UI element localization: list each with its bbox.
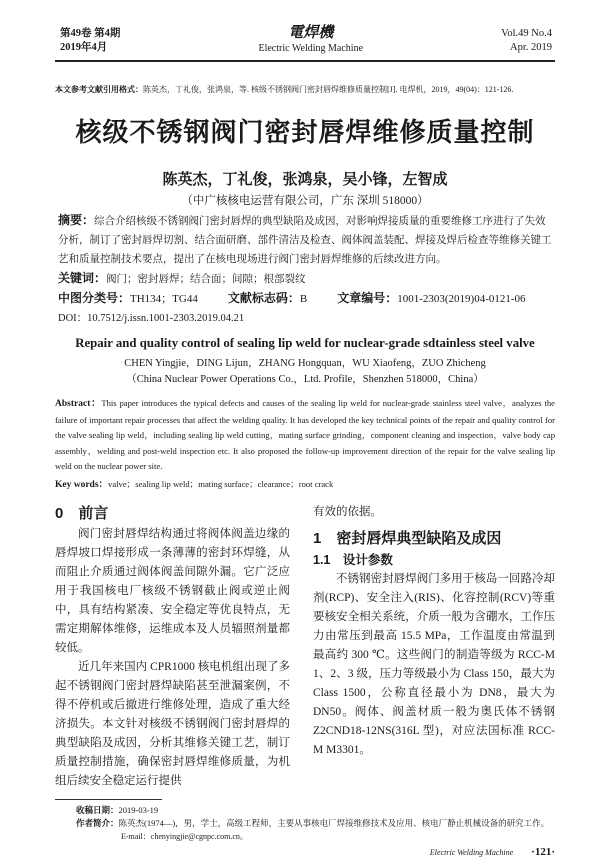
page-footer [55, 845, 555, 860]
keywords-cn-text: 阀门；密封唇焊；结合面；间隙；根部裂纹 [106, 274, 306, 285]
received-date: 2019-03-19 [118, 805, 159, 815]
issue-date: 2019年4月 [60, 42, 108, 53]
authors-cn: 陈英杰，丁礼俊，张鸿泉，吴小锋，左智成 [162, 171, 448, 188]
title-cn: 核级不锈钢阀门密封唇焊维修质量控制 [75, 117, 535, 147]
journal-name-en: Electric Welding Machine [258, 43, 364, 54]
right-column [313, 503, 555, 791]
article-no-label: 文章编号： [337, 291, 398, 305]
paragraph: 阀门密封唇焊结构通过将阀体阀盖边缘的唇焊坡口焊接形成一条薄薄的密封环焊缝，从而阻止介质通过阀体阀盖间隙外漏。它广泛应用于我国核电厂核级不锈钢截止阀或逆止阀中，具有结构紧凑、安全稳定等优良特点，无需定期解体维修，运维成本及人员辐照剂量都较低。 [55, 528, 290, 654]
left-column [55, 503, 290, 791]
issue-info [60, 27, 120, 55]
citation-label: 本文参考文献引用格式： [55, 85, 143, 94]
keywords-cn-label: 关键词： [58, 271, 107, 285]
page-number: ·121· [531, 846, 555, 858]
keywords-en [55, 477, 555, 494]
citation [55, 84, 555, 96]
paragraph: 不锈钢密封唇焊阀门多用于核岛一回路冷却剂(RCP)、安全注入(RIS)、化容控制(RCV)等重要核安全相关系统，介质一般为含硼水，工作压力由常压到最高 15.5 MPa，工作温度由常温到最高约 300 ℃。这些阀门的制造等级为 RCC-M 1、2、3 级，压力等级最小为 Class 150，最大为 Class 1500，公称直径最小为 DN8，最大为 DN50。阀体、阀盖材质一般为奥氏体不锈钢 Z2CND18-12NS(316L 型)，对应法国标准 RCC-M M3301。 [313, 573, 555, 756]
keywords-en-label: Key words： [55, 479, 109, 490]
paragraph: 近几年来国内 CPR1000 核电机组出现了多起不锈钢阀门密封唇焊缺陷甚至泄漏案例，不得不停机或后撤进行维修处理，造成了重大经济损失。本文针对核级不锈钢阀门密封唇焊的典型缺陷及成因，分析其维修关键工艺，制订质量控制措施，确保密封唇焊维修质量，为机组后续安全稳定运行提供 [55, 661, 290, 787]
abstract-cn-label: 摘要： [58, 213, 95, 227]
keywords-cn [55, 269, 555, 289]
section-heading-1-1: 1.1 设计参数 [313, 553, 393, 567]
header-rule [55, 60, 555, 62]
bio-label: 作者简介： [76, 818, 119, 828]
received-label: 收稿日期： [76, 805, 119, 815]
section-heading-0: 0 前言 [55, 505, 109, 522]
body-columns [55, 503, 555, 791]
abstract-en [55, 396, 555, 475]
authors-en: CHEN Yingjie，DING Lijun，ZHANG Hongquan，WU Xiaofeng，ZUO Zhicheng [124, 358, 486, 369]
clc-label: 中图分类号： [58, 291, 131, 305]
journal-logo: 電焊機 [288, 25, 334, 41]
doi-label: DOI： [58, 313, 88, 324]
section-heading-1: 1 密封唇焊典型缺陷及成因 [313, 530, 502, 547]
volume-issue: 第49卷 第4期 [60, 28, 121, 39]
journal-masthead [258, 24, 363, 55]
classification [55, 289, 555, 309]
paragraph-continued: 有效的依据。 [313, 506, 382, 518]
date-en: Apr. 2019 [509, 42, 552, 53]
doi-link[interactable]: 10.7512/j.issn.1001-2303.2019.04.21 [87, 313, 245, 324]
abstract-en-text: This paper introduces the typical defects and causes of the sealing lip weld for nuclear-grade stainless steel valve，analyzes the failure of important repair processes that affect the welding quality. It has developed the key technical points of the repair and quality control for the valve sealing lip weld，including sealing lip weld cutting，mating surface grinding，component cleaning and inspection，valve body cap assembly，welding and post-weld inspection etc. It also proposed the follow-up improvement direction of the repair for the valve sealing lip weld on the nuclear power site. [55, 398, 555, 471]
doi [55, 309, 555, 328]
footer-journal-name: Electric Welding Machine [429, 848, 514, 857]
doc-code-value: B [299, 293, 308, 305]
abstract-cn-text: 综合介绍核级不锈钢阀门密封唇焊的典型缺陷及成因，对影响焊接质量的重要维修工序进行了失效分析，制订了密封唇焊切割、结合面研磨、部件清洁及检查、阀体阀盖装配、焊接及焊后检查等维修关键工艺和质量控制技术要点，提出了在核电现场进行阀门密封唇焊维修的后续改进方向。 [58, 216, 552, 265]
clc-value: TH134；TG44 [130, 293, 198, 305]
keywords-en-text: valve；sealing lip weld；mating surface；clearance；root crack [108, 478, 334, 489]
doc-code-label: 文献标志码： [227, 291, 300, 305]
citation-text: 陈英杰，丁礼俊，张鸿泉，等. 核级不锈钢阀门密封唇焊维修质量控制[J]. 电焊机，2019，49(04)：121-126. [143, 85, 514, 94]
bio-text: 陈英杰(1974—)，男，学士，高级工程师，主要从事核电厂焊接维修技术及应用、核电厂静止机械设备的研究工作。 [118, 818, 550, 828]
article-no-value: 1001-2303(2019)04-0121-06 [397, 293, 526, 305]
author-email: E-mail：chenyingjie@cgnpc.com.cn。 [121, 832, 248, 841]
footnote [55, 804, 555, 843]
volume-info-en [501, 27, 552, 55]
abstract-cn [55, 211, 555, 269]
affiliation-cn: （中广核核电运营有限公司，广东 深圳 518000） [181, 195, 429, 207]
affiliation-en: （China Nuclear Power Operations Co.，Ltd. Profile，Shenzhen 518000，China） [126, 374, 484, 385]
running-header [55, 24, 555, 57]
footnote-rule [55, 799, 162, 800]
title-en: Repair and quality control of sealing lip weld for nuclear-grade sdtainless steel valve [75, 336, 535, 350]
abstract-en-label: Abstract： [55, 399, 102, 409]
volume-en: Vol.49 No.4 [501, 28, 552, 39]
